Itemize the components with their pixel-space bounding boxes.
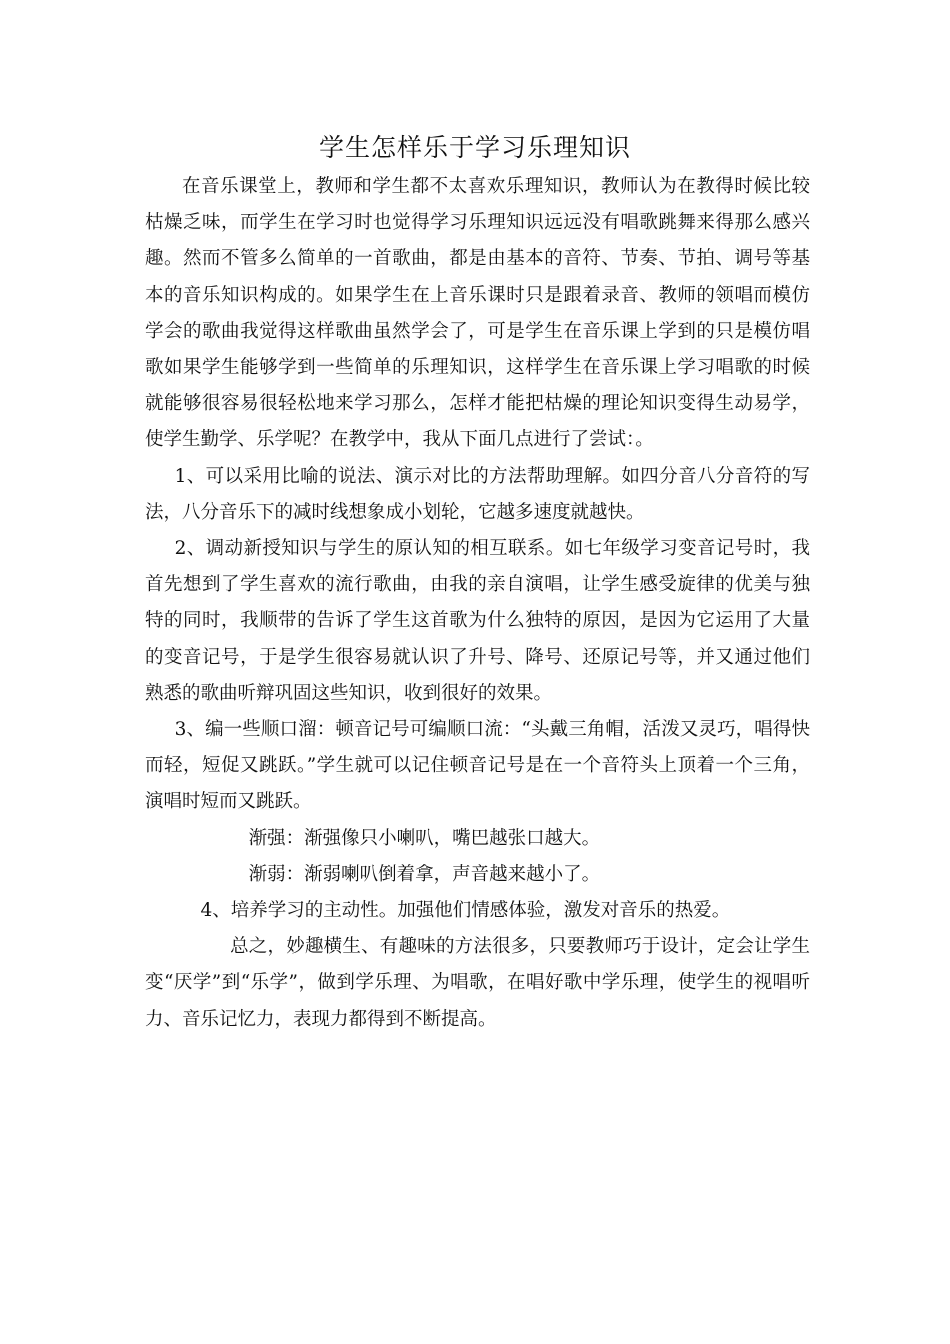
- paragraph-conclusion: 总之，妙趣横生、有趣味的方法很多，只要教师巧于设计，定会让学生变“厌学”到“乐学”，做到学乐理、为唱歌，在唱好歌中学乐理，使学生的视唱听力、音乐记忆力，表现力都得到不断提高。: [145, 936, 810, 1030]
- paragraph-diminuendo: 渐弱：渐弱喇叭倒着拿，声音越来越小了。: [248, 863, 601, 885]
- document-body: [145, 169, 810, 1038]
- paragraph-point-3: 3、编一些顺口溜：顿音记号可编顺口流：“头戴三角帽，活泼又灵巧，唱得快而轻，短促又跳跃。”学生就可以记住顿音记号是在一个音符头上顶着一个三角，演唱时短而又跳跃。: [145, 719, 810, 813]
- paragraph-point-2: 2、调动新授知识与学生的原认知的相互联系。如七年级学习变音记号时，我首先想到了学生喜欢的流行歌曲，由我的亲自演唱，让学生感受旋律的优美与独特的同时，我顺带的告诉了学生这首歌为什么独特的原因，是因为它运用了大量的变音记号，于是学生很容易就认识了升号、降号、还原记号等，并又通过他们熟悉的歌曲听辩巩固这些知识，收到很好的效果。: [145, 538, 810, 704]
- paragraph-point-4: 4、培养学习的主动性。加强他们情感体验，激发对音乐的热爱。: [200, 900, 731, 922]
- page-title: 学生怎样乐于学习乐理知识: [318, 133, 631, 162]
- paragraph-point-1: 1、可以采用比喻的说法、演示对比的方法帮助理解。如四分音八分音符的写法，八分音乐下的减时线想象成小划轮，它越多速度就越快。: [145, 465, 810, 523]
- paragraph-intro: 在音乐课堂上，教师和学生都不太喜欢乐理知识，教师认为在教得时候比较枯燥乏味，而学生在学习时也觉得学习乐理知识远远没有唱歌跳舞来得那么感兴趣。然而不管多么简单的一首歌曲，都是由基本的音符、节奏、节拍、调号等基本的音乐知识构成的。如果学生在上音乐课时只是跟着录音、教师的领唱而模仿学会的歌曲我觉得这样歌曲虽然学会了，可是学生在音乐课上学到的只是模仿唱歌如果学生能够学到一些简单的乐理知识，这样学生在音乐课上学习唱歌的时候就能够很容易很轻松地来学习那么，怎样才能把枯燥的理论知识变得生动易学，使学生勤学、乐学呢？在教学中，我从下面几点进行了尝试：。: [145, 176, 810, 451]
- paragraph-crescendo: 渐强：渐强像只小喇叭，嘴巴越张口越大。: [248, 827, 601, 849]
